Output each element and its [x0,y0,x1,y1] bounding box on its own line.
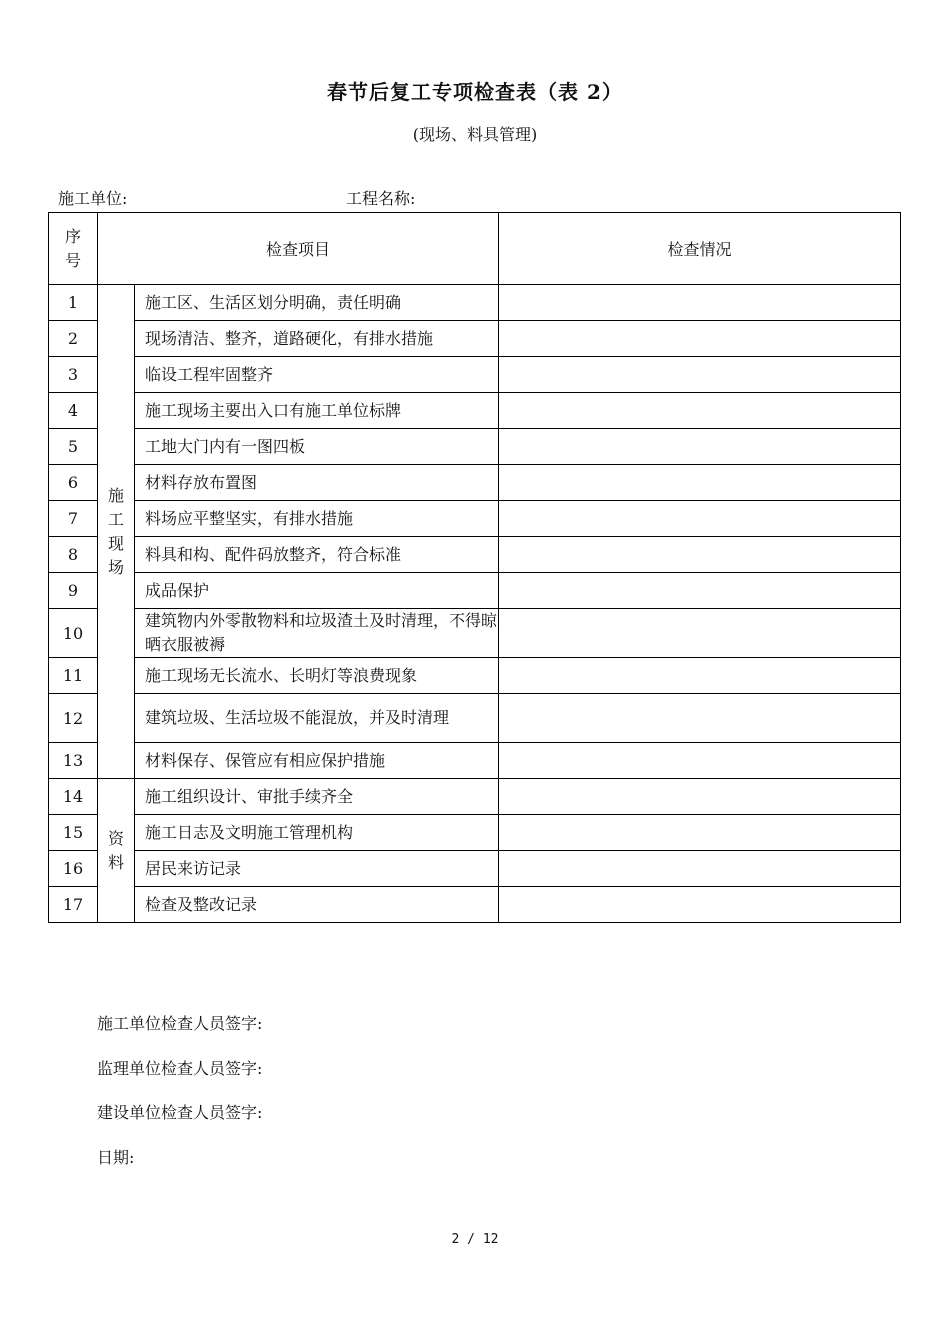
category-site [98,285,135,779]
row-result-cell[interactable] [499,851,901,887]
table-row [49,393,901,429]
table-row [49,357,901,393]
row-number: 3 [49,357,98,393]
header-serial-line2: 号 [64,250,81,270]
table-row [49,815,901,851]
table-row [49,429,901,465]
row-number: 5 [49,429,98,465]
table-row [49,658,901,694]
row-result-cell[interactable] [499,285,901,321]
row-item: 料具和构、配件码放整齐，符合标准 [135,537,499,573]
header-serial-line1: 序 [64,226,81,246]
row-item: 材料保存、保管应有相应保护措施 [135,743,499,779]
table-row [49,321,901,357]
row-item: 建筑垃圾、生活垃圾不能混放，并及时清理 [135,694,499,743]
row-item: 施工现场主要出入口有施工单位标牌 [135,393,499,429]
table-row [49,779,901,815]
page-indicator: 2 / 12 [451,1232,499,1247]
row-result-cell[interactable] [499,573,901,609]
row-item: 临设工程牢固整齐 [135,357,499,393]
header-serial-number [49,213,98,285]
row-number: 17 [49,887,98,923]
table-header-row [49,213,901,285]
table-row [49,501,901,537]
contractor-unit-label: 施工单位: [58,189,128,208]
table-row [49,537,901,573]
table-row [49,694,901,743]
date-label: 日期: [97,1148,135,1167]
category-site-char: 工 [107,509,124,529]
contractor-signature-label: 施工单位检查人员签字: [97,1014,263,1033]
row-number: 10 [49,609,98,658]
row-result-cell[interactable] [499,815,901,851]
table-row [49,465,901,501]
row-number: 9 [49,573,98,609]
page-title: 春节后复工专项检查表（表 2） [327,80,623,104]
row-number: 4 [49,393,98,429]
table-row [49,573,901,609]
row-item: 施工现场无长流水、长明灯等浪费现象 [135,658,499,694]
row-result-cell[interactable] [499,501,901,537]
supervisor-signature-label: 监理单位检查人员签字: [97,1059,263,1078]
row-item: 工地大门内有一图四板 [135,429,499,465]
row-number: 12 [49,694,98,743]
row-number: 7 [49,501,98,537]
table-row [49,851,901,887]
page-subtitle: (现场、料具管理) [412,125,538,144]
row-result-cell[interactable] [499,779,901,815]
row-number: 1 [49,285,98,321]
row-result-cell[interactable] [499,321,901,357]
row-number: 2 [49,321,98,357]
category-site-char: 现 [107,533,124,553]
row-item: 材料存放布置图 [135,465,499,501]
header-check-item: 检查项目 [98,213,499,285]
row-item: 居民来访记录 [135,851,499,887]
row-item: 施工区、生活区划分明确，责任明确 [135,285,499,321]
row-number: 13 [49,743,98,779]
row-result-cell[interactable] [499,393,901,429]
owner-signature-label: 建设单位检查人员签字: [97,1103,263,1122]
row-item: 施工组织设计、审批手续齐全 [135,779,499,815]
row-number: 6 [49,465,98,501]
table-row [49,609,901,658]
category-documents-char: 料 [107,852,124,872]
category-site-char: 施 [107,485,124,505]
row-result-cell[interactable] [499,537,901,573]
row-result-cell[interactable] [499,694,901,743]
row-result-cell[interactable] [499,429,901,465]
table-row [49,743,901,779]
row-result-cell[interactable] [499,357,901,393]
table-row [49,285,901,321]
row-number: 16 [49,851,98,887]
row-result-cell[interactable] [499,465,901,501]
row-item: 施工日志及文明施工管理机构 [135,815,499,851]
header-check-result: 检查情况 [499,213,901,285]
category-documents-char: 资 [107,828,124,848]
row-result-cell[interactable] [499,743,901,779]
row-number: 15 [49,815,98,851]
row-number: 11 [49,658,98,694]
table-row [49,887,901,923]
row-item: 检查及整改记录 [135,887,499,923]
category-documents [98,779,135,923]
row-number: 8 [49,537,98,573]
row-result-cell[interactable] [499,609,901,658]
row-item: 料场应平整坚实，有排水措施 [135,501,499,537]
row-number: 14 [49,779,98,815]
inspection-table [48,212,901,923]
row-item: 建筑物内外零散物料和垃圾渣土及时清理，不得晾晒衣服被褥 [135,609,499,658]
row-result-cell[interactable] [499,887,901,923]
project-name-label: 工程名称: [346,189,416,208]
row-item: 成品保护 [135,573,499,609]
row-result-cell[interactable] [499,658,901,694]
row-item: 现场清洁、整齐，道路硬化，有排水措施 [135,321,499,357]
category-site-char: 场 [107,557,124,577]
